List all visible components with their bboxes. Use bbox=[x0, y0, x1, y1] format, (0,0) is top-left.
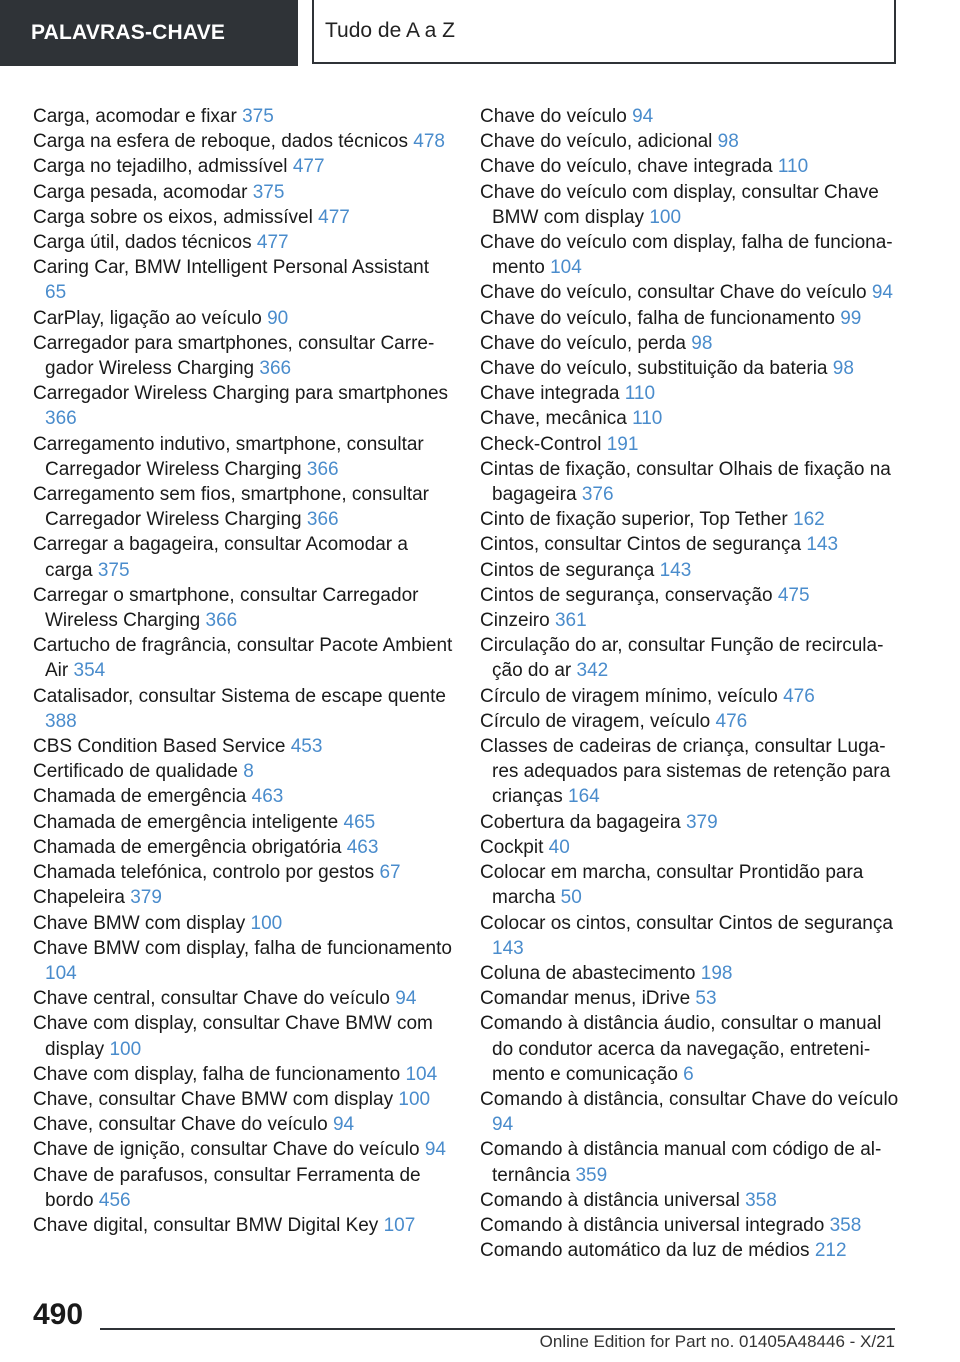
index-entry bbox=[480, 810, 900, 835]
index-entry bbox=[33, 482, 453, 532]
index-entry-text: Comando à distância, consultar Chave do veículo bbox=[480, 1088, 899, 1110]
index-entry-text: CBS Condition Based Service bbox=[33, 736, 286, 758]
index-entry-text: Carga na esfera de reboque, dados técnicos bbox=[33, 131, 408, 153]
page-reference-link[interactable]: 50 bbox=[560, 887, 582, 909]
index-entry-text: Chave, consultar Chave BMW com display bbox=[33, 1088, 394, 1110]
index-entry bbox=[33, 230, 453, 255]
index-entry-text: Chamada de emergência inteligente bbox=[33, 811, 339, 833]
subsection-tab-label: Tudo de A a Z bbox=[325, 19, 455, 42]
subsection-tab bbox=[312, 0, 896, 64]
page-reference-link[interactable]: 366 bbox=[259, 358, 292, 380]
index-entry bbox=[33, 583, 453, 633]
index-entry-text: Comandar menus, iDrive bbox=[480, 988, 691, 1010]
page-reference-link[interactable]: 40 bbox=[548, 836, 570, 858]
page-reference-link[interactable]: 366 bbox=[306, 509, 339, 531]
page-reference-link[interactable]: 456 bbox=[98, 1189, 131, 1211]
page-reference-link[interactable]: 98 bbox=[717, 131, 739, 153]
index-entry-text: Círculo de viragem mínimo, veículo bbox=[480, 685, 778, 707]
page-reference-link[interactable]: 476 bbox=[783, 685, 815, 707]
page-reference-link[interactable]: 90 bbox=[267, 307, 289, 329]
page-reference-link[interactable]: 100 bbox=[109, 1038, 142, 1060]
page-reference-link[interactable]: 67 bbox=[379, 862, 401, 884]
index-entry bbox=[33, 1011, 453, 1061]
page-reference-link[interactable]: 104 bbox=[550, 257, 582, 279]
index-entry-text: Carga sobre os eixos, admissível bbox=[33, 206, 313, 228]
page-reference-link[interactable]: 143 bbox=[492, 937, 524, 959]
index-entry bbox=[480, 104, 900, 129]
index-entry-text: Carga útil, dados técnicos bbox=[33, 232, 252, 254]
index-entry bbox=[480, 633, 900, 683]
page-reference-link[interactable]: 463 bbox=[346, 836, 379, 858]
index-entry-text: Chamada de emergência obrigatória bbox=[33, 836, 342, 858]
page-reference-link[interactable]: 94 bbox=[632, 106, 654, 127]
index-entry-text: Cobertura da bagageira bbox=[480, 811, 681, 833]
page-reference-link[interactable]: 94 bbox=[332, 1114, 355, 1136]
page-reference-link[interactable]: 191 bbox=[606, 433, 639, 455]
page-reference-link[interactable]: 143 bbox=[806, 534, 839, 556]
index-entry bbox=[480, 911, 900, 961]
page-reference-link[interactable]: 477 bbox=[318, 206, 350, 228]
page-reference-link[interactable]: 100 bbox=[250, 912, 283, 934]
index-entry bbox=[480, 986, 900, 1011]
index-entry bbox=[33, 306, 453, 331]
index-entry bbox=[33, 684, 453, 734]
page-reference-link[interactable]: 366 bbox=[306, 458, 339, 480]
index-entry bbox=[480, 406, 900, 431]
index-entry-text: Chamada de emergência bbox=[33, 786, 247, 808]
index-entry bbox=[480, 306, 900, 331]
index-entry bbox=[33, 331, 453, 381]
section-tab-label: PALAVRAS-CHAVE bbox=[31, 21, 226, 44]
page-reference-link[interactable]: 94 bbox=[395, 988, 417, 1010]
index-entry-text: Carga, acomodar e fixar bbox=[33, 106, 237, 127]
index-entry bbox=[33, 911, 453, 936]
index-entry-text: Chapeleira bbox=[33, 887, 125, 909]
section-tab bbox=[0, 0, 298, 66]
index-entry bbox=[33, 633, 453, 683]
edition-note: Online Edition for Part no. 01405A48446 - X/21 bbox=[539, 1332, 895, 1351]
page-reference-link[interactable]: 164 bbox=[568, 786, 600, 808]
index-entry bbox=[480, 507, 900, 532]
page-reference-link[interactable]: 342 bbox=[576, 660, 609, 682]
index-entry bbox=[33, 255, 453, 305]
index-entry-text: Cinzeiro bbox=[480, 610, 550, 632]
page-reference-link[interactable]: 379 bbox=[130, 887, 162, 909]
page-reference-link[interactable]: 375 bbox=[97, 559, 130, 581]
index-entry bbox=[33, 432, 453, 482]
page-reference-link[interactable]: 379 bbox=[685, 811, 718, 833]
index-entry bbox=[480, 280, 900, 305]
index-entry-text: Carregamento sem fios, smartphone, consultar Carregador Wireless Charging bbox=[33, 484, 430, 531]
page-reference-link[interactable]: 376 bbox=[581, 484, 614, 506]
index-entry-text: Chave do veículo com display, falha de funcionamento bbox=[480, 232, 893, 279]
page-reference-link[interactable]: 359 bbox=[575, 1164, 608, 1186]
index-entry bbox=[33, 734, 453, 759]
page-reference-link[interactable]: 65 bbox=[45, 282, 67, 304]
page-reference-link[interactable]: 104 bbox=[45, 962, 77, 984]
index-entry bbox=[33, 784, 453, 809]
page-reference-link[interactable]: 453 bbox=[290, 736, 323, 758]
index-entry-text: Comando automático da luz de médios bbox=[480, 1240, 810, 1262]
index-entry-text: Carga no tejadilho, admissível bbox=[33, 156, 288, 178]
index-entry-text: Carregar o smartphone, consultar Carregador Wireless Charging bbox=[33, 584, 419, 632]
index-entry-text: Círculo de viragem, veículo bbox=[480, 710, 711, 732]
index-entry bbox=[33, 759, 453, 784]
page-reference-link[interactable]: 107 bbox=[383, 1214, 416, 1236]
index-entry-text: Chave do veículo, consultar Chave do veículo bbox=[480, 282, 867, 304]
index-entry-text: Classes de cadeiras de criança, consultar Lugares adequados para sistemas de retenção para crianças bbox=[480, 736, 891, 808]
index-entry bbox=[480, 860, 900, 910]
index-entry-text: Chave integrada bbox=[480, 383, 620, 405]
page-reference-link[interactable]: 375 bbox=[242, 106, 274, 127]
index-entry bbox=[33, 180, 453, 205]
index-entry-text: Carregador Wireless Charging para smartphones bbox=[33, 383, 449, 405]
index-entry-text: Chave do veículo com display, consultar Chave BMW com display bbox=[480, 181, 879, 228]
index-entry bbox=[480, 684, 900, 709]
index-entry-text: Carga pesada, acomodar bbox=[33, 181, 248, 203]
index-entry bbox=[33, 1163, 453, 1213]
index-entry bbox=[480, 129, 900, 154]
index-entry-text: Circulação do ar, consultar Função de recirculação do ar bbox=[480, 635, 884, 682]
index-entry bbox=[480, 1087, 900, 1137]
index-entry-text: Chamada telefónica, controlo por gestos bbox=[33, 862, 375, 884]
index-entry-text: CarPlay, ligação ao veículo bbox=[33, 307, 262, 329]
index-entry bbox=[480, 608, 900, 633]
page-reference-link[interactable]: 477 bbox=[292, 156, 325, 178]
index-entry bbox=[33, 885, 453, 910]
index-entry-text: Chave do veículo, substituição da bateria bbox=[480, 358, 828, 380]
page-reference-link[interactable]: 143 bbox=[659, 559, 692, 581]
page-reference-link[interactable]: 110 bbox=[777, 156, 809, 178]
index-entry bbox=[33, 810, 453, 835]
page-reference-link[interactable]: 361 bbox=[554, 610, 587, 632]
index-entry-text: Comando à distância universal integrado bbox=[480, 1214, 825, 1236]
index-entry bbox=[33, 129, 453, 154]
index-entry-text: Cintos de segurança bbox=[480, 559, 655, 581]
index-column-left bbox=[33, 104, 453, 1238]
index-entry bbox=[33, 532, 453, 582]
page-reference-link[interactable]: 6 bbox=[683, 1063, 694, 1085]
index-entry bbox=[480, 356, 900, 381]
page-number: 490 bbox=[33, 1298, 84, 1331]
index-entry-text: Chave digital, consultar BMW Digital Key bbox=[33, 1214, 379, 1236]
index-entry bbox=[33, 154, 453, 179]
page-reference-link[interactable]: 99 bbox=[840, 307, 862, 329]
index-entry-text: Cintos de segurança, conservação bbox=[480, 584, 773, 606]
index-entry-text: Chave de ignição, consultar Chave do veículo bbox=[33, 1139, 420, 1161]
index-entry-text: Check-Control bbox=[480, 433, 602, 455]
index-entry bbox=[480, 432, 900, 457]
page-reference-link[interactable]: 198 bbox=[700, 962, 733, 984]
index-entry-text: Chave do veículo, perda bbox=[480, 332, 686, 354]
page-reference-link[interactable]: 366 bbox=[205, 610, 238, 632]
index-entry-text: Comando à distância universal bbox=[480, 1189, 740, 1211]
page-reference-link[interactable]: 110 bbox=[624, 383, 656, 405]
page-reference-link[interactable]: 212 bbox=[814, 1240, 847, 1262]
index-entry-text: Cinto de fixação superior, Top Tether bbox=[480, 509, 788, 531]
index-entry bbox=[480, 331, 900, 356]
index-entry-text: Cintas de fixação, consultar Olhais de fixação na bagageira bbox=[480, 458, 891, 506]
page-reference-link[interactable]: 358 bbox=[745, 1189, 777, 1211]
index-entry bbox=[480, 835, 900, 860]
index-entry bbox=[33, 986, 453, 1011]
index-entry-text: Chave central, consultar Chave do veículo bbox=[33, 988, 390, 1010]
index-entry bbox=[480, 230, 900, 280]
page-reference-link[interactable]: 478 bbox=[413, 131, 445, 153]
index-entry bbox=[480, 154, 900, 179]
index-entry-text: Carregamento indutivo, smartphone, consultar Carregador Wireless Charging bbox=[33, 433, 424, 480]
index-entry-text: Chave BMW com display, falha de funcionamento bbox=[33, 937, 452, 959]
index-column-right bbox=[480, 104, 900, 1263]
page-reference-link[interactable]: 110 bbox=[632, 408, 663, 430]
index-entry-text: Chave, mecânica bbox=[480, 408, 627, 430]
page-reference-link[interactable]: 94 bbox=[424, 1139, 446, 1161]
page-reference-link[interactable]: 94 bbox=[871, 282, 893, 304]
index-entry-text: Certificado de qualidade bbox=[33, 761, 238, 783]
index-entry bbox=[480, 532, 900, 557]
index-entry bbox=[33, 381, 453, 431]
page-reference-link[interactable]: 98 bbox=[691, 332, 713, 354]
index-entry bbox=[480, 1188, 900, 1213]
index-entry-text: Carregar a bagageira, consultar Acomodar a carga bbox=[33, 534, 408, 581]
page-reference-link[interactable]: 354 bbox=[73, 660, 106, 682]
page-reference-link[interactable]: 366 bbox=[45, 408, 77, 430]
page-reference-link[interactable]: 463 bbox=[251, 786, 284, 808]
index-entry bbox=[480, 558, 900, 583]
index-entry bbox=[480, 1213, 900, 1238]
index-entry-text: Chave, consultar Chave do veículo bbox=[33, 1114, 328, 1136]
page-reference-link[interactable]: 475 bbox=[777, 584, 810, 606]
index-entry bbox=[480, 1238, 900, 1263]
index-entry-text: Chave do veículo bbox=[480, 106, 627, 127]
page-reference-link[interactable]: 100 bbox=[649, 206, 682, 228]
index-entry bbox=[480, 1137, 900, 1187]
index-entry-text: Coluna de abastecimento bbox=[480, 962, 696, 984]
index-entry bbox=[33, 1062, 453, 1087]
index-entry-text: Chave de parafusos, consultar Ferramenta de bordo bbox=[33, 1164, 421, 1211]
index-entry bbox=[480, 381, 900, 406]
index-entry-text: Colocar os cintos, consultar Cintos de segurança bbox=[480, 912, 893, 934]
page-reference-link[interactable]: 104 bbox=[405, 1063, 438, 1085]
index-entry-text: Comando à distância manual com código de alternância bbox=[480, 1139, 882, 1186]
index-entry bbox=[480, 583, 900, 608]
index-entry bbox=[33, 205, 453, 230]
index-entry-text: Cockpit bbox=[480, 836, 544, 858]
index-entry-text: Chave com display, consultar Chave BMW com display bbox=[33, 1013, 433, 1060]
index-entry-text: Chave do veículo, falha de funcionamento bbox=[480, 307, 835, 329]
page-reference-link[interactable]: 53 bbox=[695, 988, 717, 1010]
footer-divider bbox=[100, 1328, 895, 1330]
index-entry bbox=[33, 936, 453, 986]
index-entry bbox=[480, 457, 900, 507]
index-entry-text: Comando à distância áudio, consultar o manual do condutor acerca da navegação, entretenimento e comunicação bbox=[480, 1013, 882, 1085]
index-entry-text: Carregador para smartphones, consultar Carregador Wireless Charging bbox=[33, 332, 435, 380]
page-reference-link[interactable]: 465 bbox=[343, 811, 376, 833]
index-entry bbox=[33, 1213, 453, 1238]
index-entry-text: Cartucho de fragrância, consultar Pacote Ambient Air bbox=[33, 635, 453, 682]
index-entry bbox=[480, 961, 900, 986]
index-entry bbox=[33, 835, 453, 860]
page-reference-link[interactable]: 8 bbox=[243, 761, 254, 783]
page-reference-link[interactable]: 477 bbox=[256, 232, 289, 254]
index-entry bbox=[480, 1011, 900, 1087]
index-entry bbox=[33, 1112, 453, 1137]
page-reference-link[interactable]: 162 bbox=[793, 509, 825, 531]
index-entry bbox=[480, 734, 900, 810]
index-entry-text: Catalisador, consultar Sistema de escape quente bbox=[33, 685, 446, 707]
page-reference-link[interactable]: 358 bbox=[829, 1214, 862, 1236]
index-entry-text: Chave do veículo, chave integrada bbox=[480, 156, 773, 178]
index-entry bbox=[33, 1087, 453, 1112]
index-entry-text: Chave BMW com display bbox=[33, 912, 246, 934]
page-reference-link[interactable]: 375 bbox=[252, 181, 285, 203]
page-reference-link[interactable]: 98 bbox=[832, 358, 854, 380]
index-entry bbox=[33, 104, 453, 129]
index-entry-text: Cintos, consultar Cintos de segurança bbox=[480, 534, 802, 556]
index-entry bbox=[480, 709, 900, 734]
index-entry-text: Chave do veículo, adicional bbox=[480, 131, 713, 153]
page-reference-link[interactable]: 100 bbox=[398, 1088, 431, 1110]
page-header bbox=[0, 0, 960, 66]
page-reference-link[interactable]: 388 bbox=[45, 710, 77, 732]
page-reference-link[interactable]: 476 bbox=[715, 710, 748, 732]
index-entry-text: Colocar em marcha, consultar Prontidão para marcha bbox=[480, 862, 864, 909]
index-entry bbox=[33, 1137, 453, 1162]
index-entry bbox=[33, 860, 453, 885]
index-entry-text: Caring Car, BMW Intelligent Personal Assistant bbox=[33, 257, 430, 279]
index-entry bbox=[480, 180, 900, 230]
page-reference-link[interactable]: 94 bbox=[492, 1114, 514, 1136]
index-entry-text: Chave com display, falha de funcionamento bbox=[33, 1063, 401, 1085]
